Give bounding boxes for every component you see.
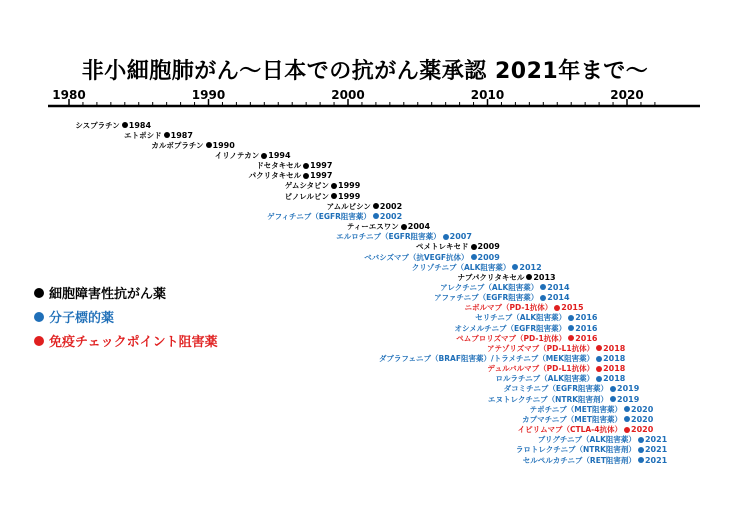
approval-year: 1997 (310, 171, 333, 181)
drug-name: アファチニブ（EGFR阻害薬） (434, 293, 539, 303)
drug-name: テポチニブ（MET阻害薬） (529, 404, 622, 414)
approval-year: 2007 (449, 232, 472, 242)
approval-year: 2012 (519, 262, 542, 272)
legend-dot-icon (34, 288, 44, 298)
drug-name: ペメトレキセド (416, 242, 469, 252)
approval-dot (261, 153, 267, 159)
approval-year: 1990 (212, 140, 235, 150)
drug-name: セルペルカチニブ（RET阻害剤） (522, 455, 636, 465)
drug-name: シスプラチン (75, 120, 120, 130)
approval-dot (596, 366, 602, 372)
tick-label: 2010 (470, 88, 505, 102)
approval-year: 2021 (644, 445, 668, 455)
tick-label: 1980 (52, 88, 86, 102)
approval-dot (638, 447, 644, 453)
drug-name: ティーエスワン (346, 222, 399, 232)
drug-name: イリノテカン (214, 151, 260, 161)
approval-dot (122, 122, 128, 128)
approval-year: 2021 (644, 455, 668, 465)
approval-year: 2019 (617, 384, 640, 394)
approval-dot (610, 386, 616, 392)
legend-item-immune (34, 331, 218, 350)
drug-name: ダコミチニブ（EGFR阻害薬） (503, 384, 609, 394)
drug-name: ペムブロリズマブ（PD-1抗体） (456, 333, 567, 343)
drug-name: デュルバルマブ（PD-L1抗体） (487, 364, 595, 374)
drug-name: カルボプラチン (151, 140, 204, 150)
drug-name: ブリグチニブ（ALK阻害薬） (537, 435, 636, 445)
approval-year: 2018 (603, 374, 626, 384)
approval-dot (303, 173, 309, 179)
drug-name: ニボルマブ（PD-1抗体） (464, 303, 553, 313)
drug-name: エヌトレクチニブ（NTRK阻害剤） (488, 394, 609, 404)
drug-name: アムルビシン (326, 201, 371, 211)
approval-dot (596, 376, 602, 382)
tick-label: 1990 (191, 88, 226, 102)
drug-name: ゲフィチニブ（EGFR阻害薬） (267, 211, 371, 221)
approval-year: 2016 (575, 333, 598, 343)
drug-name: セリチニブ（ALK阻害薬） (475, 313, 567, 323)
approval-year: 2013 (533, 272, 556, 282)
approval-year: 2002 (379, 201, 403, 211)
drug-name: カプマチニブ（MET阻害薬） (522, 414, 622, 424)
approval-dot (401, 224, 407, 230)
approval-year: 2020 (631, 425, 654, 435)
approval-dot (443, 234, 449, 240)
legend-item-targeted (34, 307, 218, 326)
legend-item-cytotoxic (34, 283, 218, 302)
approval-year: 2014 (547, 293, 570, 303)
drug-name: パクリタキセル (248, 171, 302, 181)
approval-dot (554, 305, 560, 311)
approval-dot (164, 132, 170, 138)
approval-year: 2019 (617, 394, 640, 404)
drug-name: ナブパクリタキセル (457, 272, 525, 282)
approval-year: 2018 (603, 343, 626, 353)
approval-year: 1997 (310, 161, 333, 171)
approval-year: 2020 (631, 404, 654, 414)
approval-dot (638, 437, 644, 443)
page-title: 非小細胞肺がん～日本での抗がん薬承認 2021年まで～ (81, 59, 649, 84)
approval-year: 2004 (407, 222, 431, 232)
drug-name: ビノレルビン (284, 191, 330, 201)
tick-label: 2000 (331, 88, 365, 102)
legend-dot-icon (34, 336, 44, 346)
drug-name: エトポシド (124, 130, 162, 140)
approval-year: 2015 (561, 303, 584, 313)
approval-dot (331, 183, 337, 189)
drug-name: エルロチニブ（EGFR阻害薬） (336, 232, 441, 242)
drug-name: ベバシズマブ（抗VEGF抗体） (364, 252, 469, 262)
approval-year: 1987 (170, 130, 193, 140)
legend-label: 細胞障害性抗がん薬 (49, 287, 167, 302)
approval-year: 1999 (338, 191, 361, 201)
approval-year: 2009 (477, 242, 500, 252)
approval-year: 2021 (644, 435, 668, 445)
drug-name: クリゾチニブ（ALK阻害薬） (411, 262, 511, 272)
drug-name: アテゾリズマブ（PD-L1抗体） (486, 343, 595, 353)
approval-year: 2020 (631, 414, 654, 424)
approval-dot (596, 356, 602, 362)
drug-name: ドセタキセル (256, 161, 302, 171)
approval-year: 1999 (338, 181, 361, 191)
approval-year: 2016 (575, 313, 598, 323)
approval-dot (540, 295, 546, 301)
approval-dot (624, 427, 630, 433)
legend-dot-icon (34, 312, 44, 322)
drug-name: ラロトレクチニブ（NTRK阻害剤） (515, 445, 636, 455)
tick-label: 2020 (610, 88, 644, 102)
approval-dot (471, 254, 477, 260)
drug-name: オシメルチニブ（EGFR阻害薬） (454, 323, 567, 333)
approval-year: 2016 (575, 323, 598, 333)
approval-year: 2002 (379, 211, 403, 221)
approval-year: 2009 (477, 252, 500, 262)
approval-dot (638, 457, 644, 463)
drug-name: イピリムマブ（CTLA-4抗体） (517, 425, 622, 435)
drug-name: ゲムシタビン (284, 181, 330, 191)
drug-name: ロルラチニブ（ALK阻害薬） (495, 374, 595, 384)
approval-dot (303, 163, 309, 169)
legend-label: 免疫チェックポイント阻害薬 (49, 335, 218, 350)
approval-year: 2018 (603, 364, 626, 374)
approval-year: 2014 (547, 282, 570, 292)
approval-year: 1994 (268, 151, 291, 161)
drug-name: ダブラフェニブ（BRAF阻害薬）/トラメチニブ（MEK阻害薬） (378, 354, 595, 364)
legend-label: 分子標的薬 (49, 311, 115, 326)
approval-year: 1984 (128, 120, 152, 130)
legend (34, 283, 218, 355)
drug-name: アレクチニブ（ALK阻害薬） (440, 282, 539, 292)
approval-year: 2018 (603, 354, 626, 364)
approval-dot (206, 142, 212, 148)
approval-dot (471, 244, 477, 250)
